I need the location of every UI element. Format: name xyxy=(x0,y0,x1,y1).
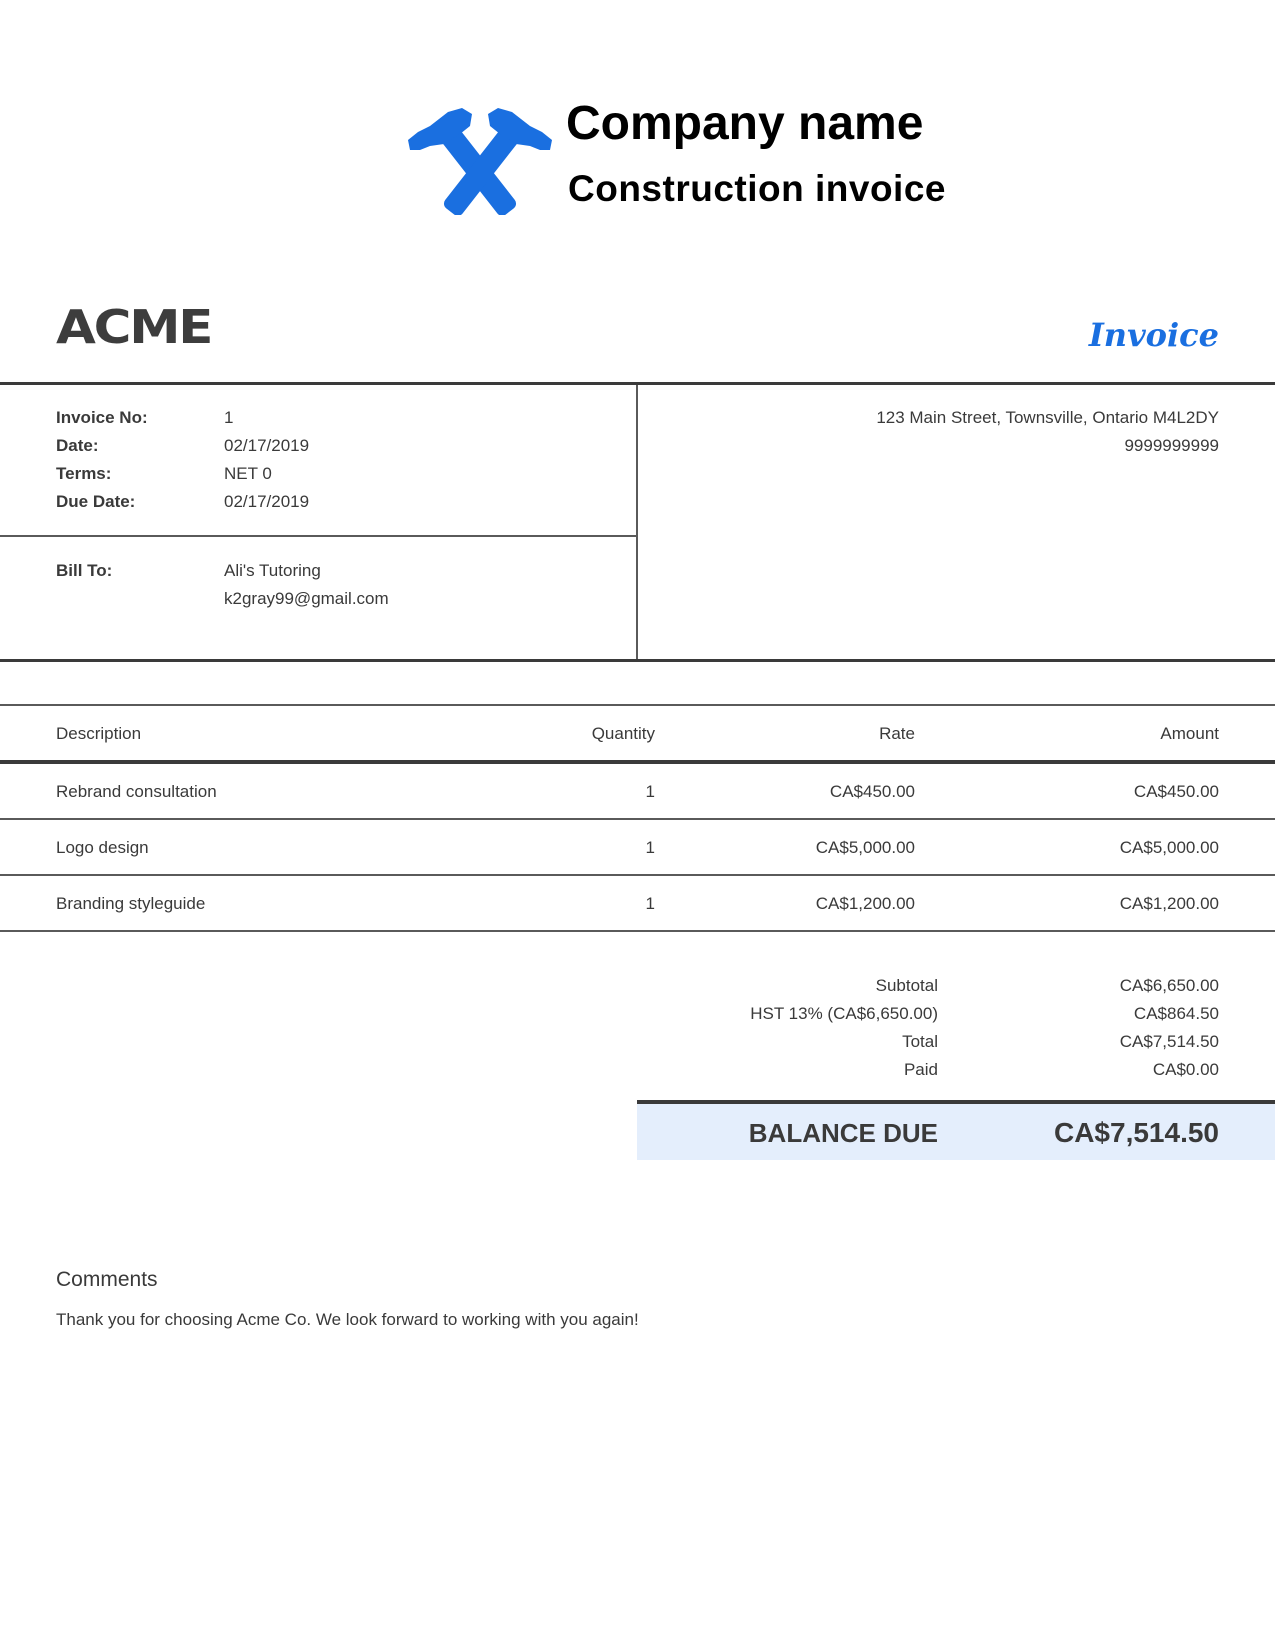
due-date-value: 02/17/2019 xyxy=(224,492,310,511)
row-description: Logo design xyxy=(56,838,149,857)
sender-address: 123 Main Street, Townsville, Ontario M4L2DY xyxy=(876,408,1219,427)
paid-value: CA$0.00 xyxy=(1152,1060,1219,1079)
column-header-rate: Rate xyxy=(879,724,915,743)
terms-label: Terms: xyxy=(56,464,112,483)
row-rate: CA$5,000.00 xyxy=(815,838,915,857)
company-name: Company name xyxy=(566,97,924,150)
comments-title: Comments xyxy=(56,1268,158,1291)
table-header-rule xyxy=(0,760,1275,764)
invoice-heading: Invoice xyxy=(1088,316,1219,354)
info-vertical-divider xyxy=(636,385,638,659)
brand-logo-text: ACME xyxy=(56,300,212,354)
tax-label: HST 13% (CA$6,650.00) xyxy=(750,1004,938,1023)
subtotal-value: CA$6,650.00 xyxy=(1119,976,1219,995)
row-description: Branding styleguide xyxy=(56,894,206,913)
paid-label: Paid xyxy=(903,1060,938,1079)
row-quantity: 1 xyxy=(645,838,655,857)
row-description: Rebrand consultation xyxy=(56,782,217,801)
info-mid-rule xyxy=(0,535,636,537)
total-value: CA$7,514.50 xyxy=(1119,1032,1219,1051)
bill-to-email: k2gray99@gmail.com xyxy=(224,589,389,608)
comments-body: Thank you for choosing Acme Co. We look forward to working with you again! xyxy=(56,1310,639,1329)
row-amount: CA$450.00 xyxy=(1133,782,1219,801)
terms-value: NET 0 xyxy=(224,464,272,483)
invoice-no-value: 1 xyxy=(224,408,234,427)
row-divider xyxy=(0,930,1275,932)
row-quantity: 1 xyxy=(645,782,655,801)
bill-to-label: Bill To: xyxy=(56,561,113,580)
row-rate: CA$1,200.00 xyxy=(815,894,915,913)
row-divider xyxy=(0,818,1275,820)
sender-phone: 9999999999 xyxy=(1124,436,1219,455)
invoice-no-label: Invoice No: xyxy=(56,408,148,427)
page-header xyxy=(0,0,1275,230)
table-top-rule xyxy=(0,704,1275,706)
row-quantity: 1 xyxy=(645,894,655,913)
row-amount: CA$1,200.00 xyxy=(1119,894,1219,913)
column-header-description: Description xyxy=(56,724,142,743)
tax-value: CA$864.50 xyxy=(1133,1004,1219,1023)
bill-to-name: Ali's Tutoring xyxy=(224,561,321,580)
row-rate: CA$450.00 xyxy=(829,782,915,801)
row-divider xyxy=(0,874,1275,876)
column-header-quantity: Quantity xyxy=(591,724,655,743)
document-subtitle: Construction invoice xyxy=(568,168,946,209)
balance-due-label: BALANCE DUE xyxy=(748,1118,938,1148)
balance-due-value: CA$7,514.50 xyxy=(1053,1117,1219,1148)
row-amount: CA$5,000.00 xyxy=(1119,838,1219,857)
date-label: Date: xyxy=(56,436,99,455)
due-date-label: Due Date: xyxy=(56,492,136,511)
total-label: Total xyxy=(902,1032,938,1051)
crossed-hammers-icon xyxy=(400,100,560,215)
info-bottom-rule xyxy=(0,659,1275,662)
date-value: 02/17/2019 xyxy=(224,436,310,455)
subtotal-label: Subtotal xyxy=(875,976,938,995)
column-header-amount: Amount xyxy=(1160,724,1219,743)
